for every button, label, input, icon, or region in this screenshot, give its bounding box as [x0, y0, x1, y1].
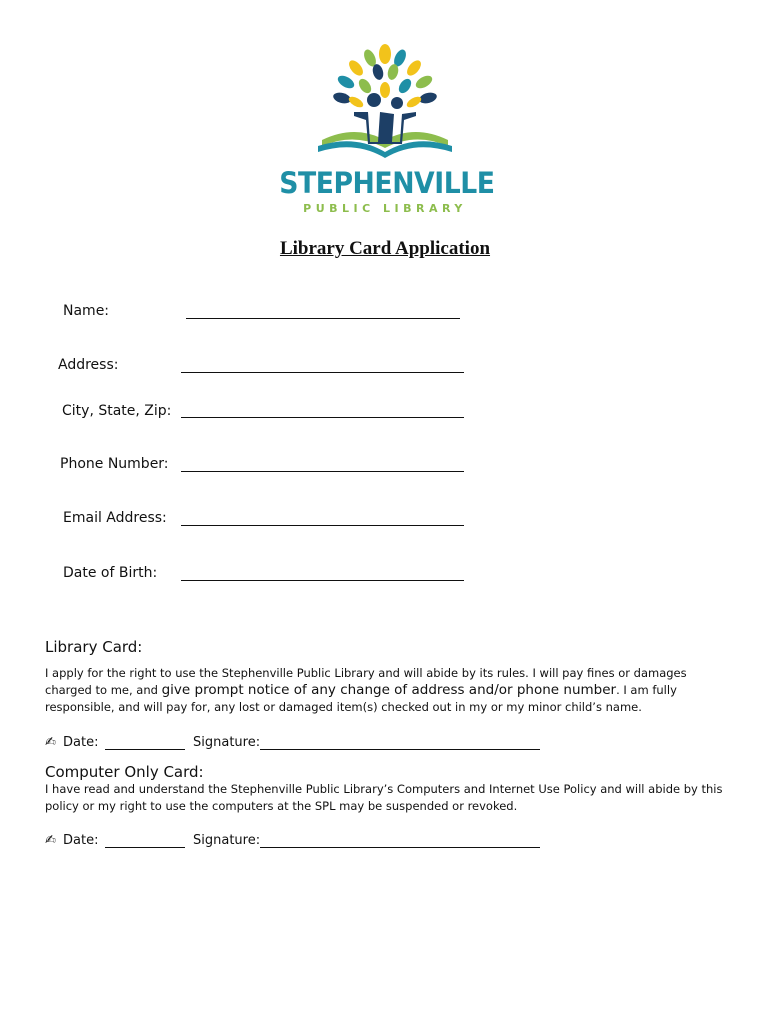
writing-hand-icon: ✍	[45, 833, 56, 848]
logo-subtitle: PUBLIC LIBRARY	[303, 202, 467, 215]
computer-card-signature-label: Signature:	[193, 833, 261, 848]
email-address-label: Email Address:	[63, 510, 167, 526]
logo-wordmark: STEPHENVILLE	[279, 166, 495, 200]
computer-card-heading: Computer Only Card:	[45, 763, 204, 781]
computer-card-terms: I have read and understand the Stephenville Public Library’s Computers and Internet Use Policy and will abide by this policy or my right to use the computers at the SPL may be suspended or revoked.	[45, 782, 723, 813]
library-card-terms-part1: I apply for the right to use the Stephenville Public Library and will abide by its rules. I will pay fines or damages charged to me, and	[45, 666, 687, 697]
address-label: Address:	[58, 357, 119, 373]
name-label: Name:	[63, 303, 110, 319]
library-card-signature-label: Signature:	[193, 735, 261, 750]
address-field[interactable]	[181, 372, 464, 373]
phone-number-field[interactable]	[181, 471, 464, 472]
library-card-date-label: Date:	[63, 735, 99, 750]
computer-card-date-field[interactable]	[105, 847, 185, 848]
date-of-birth-field[interactable]	[181, 580, 464, 581]
library-card-date-field[interactable]	[105, 749, 185, 750]
library-card-heading: Library Card:	[45, 638, 143, 656]
email-address-field[interactable]	[181, 525, 464, 526]
library-card-signature-field[interactable]	[260, 749, 540, 750]
phone-number-label: Phone Number:	[60, 456, 169, 472]
computer-card-date-label: Date:	[63, 833, 99, 848]
writing-hand-icon: ✍	[45, 735, 56, 750]
library-card-terms	[45, 665, 735, 716]
city-state-zip-field[interactable]	[181, 417, 464, 418]
date-of-birth-label: Date of Birth:	[63, 565, 158, 581]
name-field[interactable]	[186, 318, 460, 319]
library-card-terms-part2: . I am fully responsible, and will pay for, any lost or damaged item(s) checked out in my or my minor child’s name.	[45, 683, 677, 714]
computer-card-signature-field[interactable]	[260, 847, 540, 848]
city-state-zip-label: City, State, Zip:	[62, 403, 172, 419]
library-logo	[270, 40, 500, 220]
page-title: Library Card Application	[279, 238, 491, 259]
tree-book-logo-icon	[270, 40, 500, 170]
computer-card-signature-row	[45, 833, 565, 851]
library-card-terms-emphasis: give prompt notice of any change of address and/or phone number	[161, 682, 617, 698]
library-card-signature-row	[45, 735, 565, 753]
